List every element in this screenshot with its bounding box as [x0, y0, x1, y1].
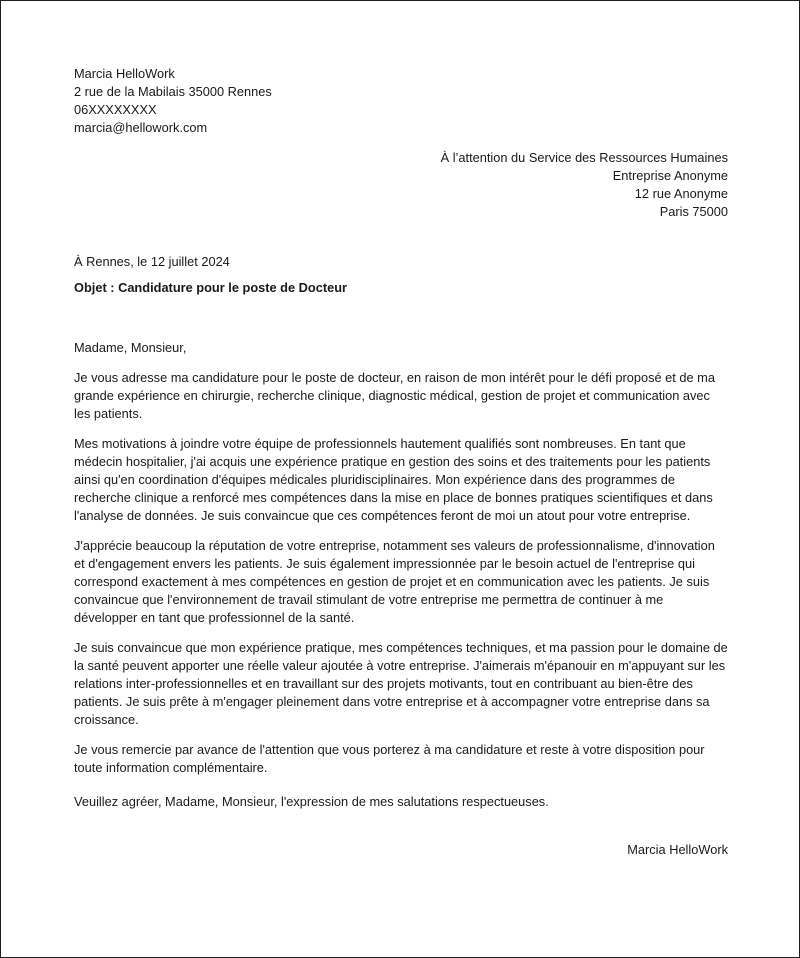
body-paragraph: [74, 639, 728, 729]
subject-line: Objet : Candidature pour le poste de Docteur: [74, 280, 348, 295]
paragraph-line: toute information complémentaire.: [74, 760, 268, 775]
paragraph-line: Je vous remercie par avance de l'attention que vous porterez à ma candidature et reste à votre disposition pour: [74, 742, 705, 757]
sender-address: 2 rue de la Mabilais 35000 Rennes: [74, 84, 272, 99]
closing-formula: Veuillez agréer, Madame, Monsieur, l'expression de mes salutations respectueuses.: [74, 794, 549, 809]
paragraph-line: et d'engagement envers les patients. Je suis également impressionnée par le besoin actuel de l'entreprise qui: [74, 556, 695, 571]
paragraph-line: les patients.: [74, 406, 143, 421]
paragraph-line: la santé peuvent apporter une réelle valeur ajoutée à votre entreprise. J'aimerais m'épanouir en m'appuyant sur les: [74, 658, 726, 673]
paragraph-line: J'apprécie beaucoup la réputation de votre entreprise, notamment ses valeurs de professionnalisme, d'innovation: [74, 538, 715, 553]
paragraph-line: croissance.: [74, 712, 139, 727]
paragraph-line: patients. Je suis prête à m'engager pleinement dans votre entreprise et à accompagner votre entreprise dans sa: [74, 694, 710, 709]
body-paragraph: [74, 741, 728, 777]
body-paragraph: [74, 369, 728, 423]
paragraph-line: l'analyse de données. Je suis convaincue que ces compétences feront de moi un atout pour votre entreprise.: [74, 508, 691, 523]
paragraph-line: médecin hospitalier, j'ai acquis une expérience pratique en gestion des soins et des traitements pour les patients: [74, 454, 711, 469]
recipient-block: [74, 149, 728, 221]
sender-email: marcia@hellowork.com: [74, 120, 208, 135]
signature: Marcia HelloWork: [627, 842, 728, 857]
recipient-street: 12 rue Anonyme: [634, 186, 728, 201]
recipient-attention: À l’attention du Service des Ressources Humaines: [440, 150, 728, 165]
paragraph-line: convaincue que l'environnement de travail stimulant de votre entreprise me permettra de continuer à me: [74, 592, 664, 607]
letter-content: [74, 65, 728, 859]
date-line: À Rennes, le 12 juillet 2024: [74, 254, 230, 269]
sender-name: Marcia HelloWork: [74, 66, 175, 81]
paragraph-line: Je vous adresse ma candidature pour le poste de docteur, en raison de mon intérêt pour le défi proposé et de ma: [74, 370, 715, 385]
paragraph-line: Mes motivations à joindre votre équipe de professionnels hautement qualifiés sont nombreuses. En tant que: [74, 436, 686, 451]
paragraph-line: correspond exactement à mes compétences en gestion de projet et en communication avec les patients. Je suis: [74, 574, 710, 589]
paragraph-line: grande expérience en chirurgie, recherche clinique, diagnostic médical, gestion de projet et communication avec: [74, 388, 710, 403]
recipient-company: Entreprise Anonyme: [612, 168, 728, 183]
recipient-city: Paris 75000: [659, 204, 728, 219]
paragraph-line: Je suis convaincue que mon expérience pratique, mes compétences techniques, et ma passion pour le domaine de: [74, 640, 728, 655]
body-paragraph: [74, 537, 728, 627]
body-paragraph: [74, 435, 728, 525]
paragraph-line: recherche clinique a renforcé mes compétences dans la mise en place de bonnes pratiques scientifiques et dans: [74, 490, 713, 505]
sender-phone: 06XXXXXXXX: [74, 102, 157, 117]
paragraph-line: ainsi qu'en coordination d'équipes médicales pluridisciplinaires. Mon expérience dans des programmes de: [74, 472, 675, 487]
paragraph-line: relations inter-professionnelles et en travaillant sur des projets motivants, tout en contribuant au bien-être des: [74, 676, 693, 691]
salutation: Madame, Monsieur,: [74, 340, 187, 355]
paragraph-line: développer en tant que professionnel de la santé.: [74, 610, 355, 625]
letter-body: [74, 369, 728, 777]
sender-block: [74, 65, 728, 137]
